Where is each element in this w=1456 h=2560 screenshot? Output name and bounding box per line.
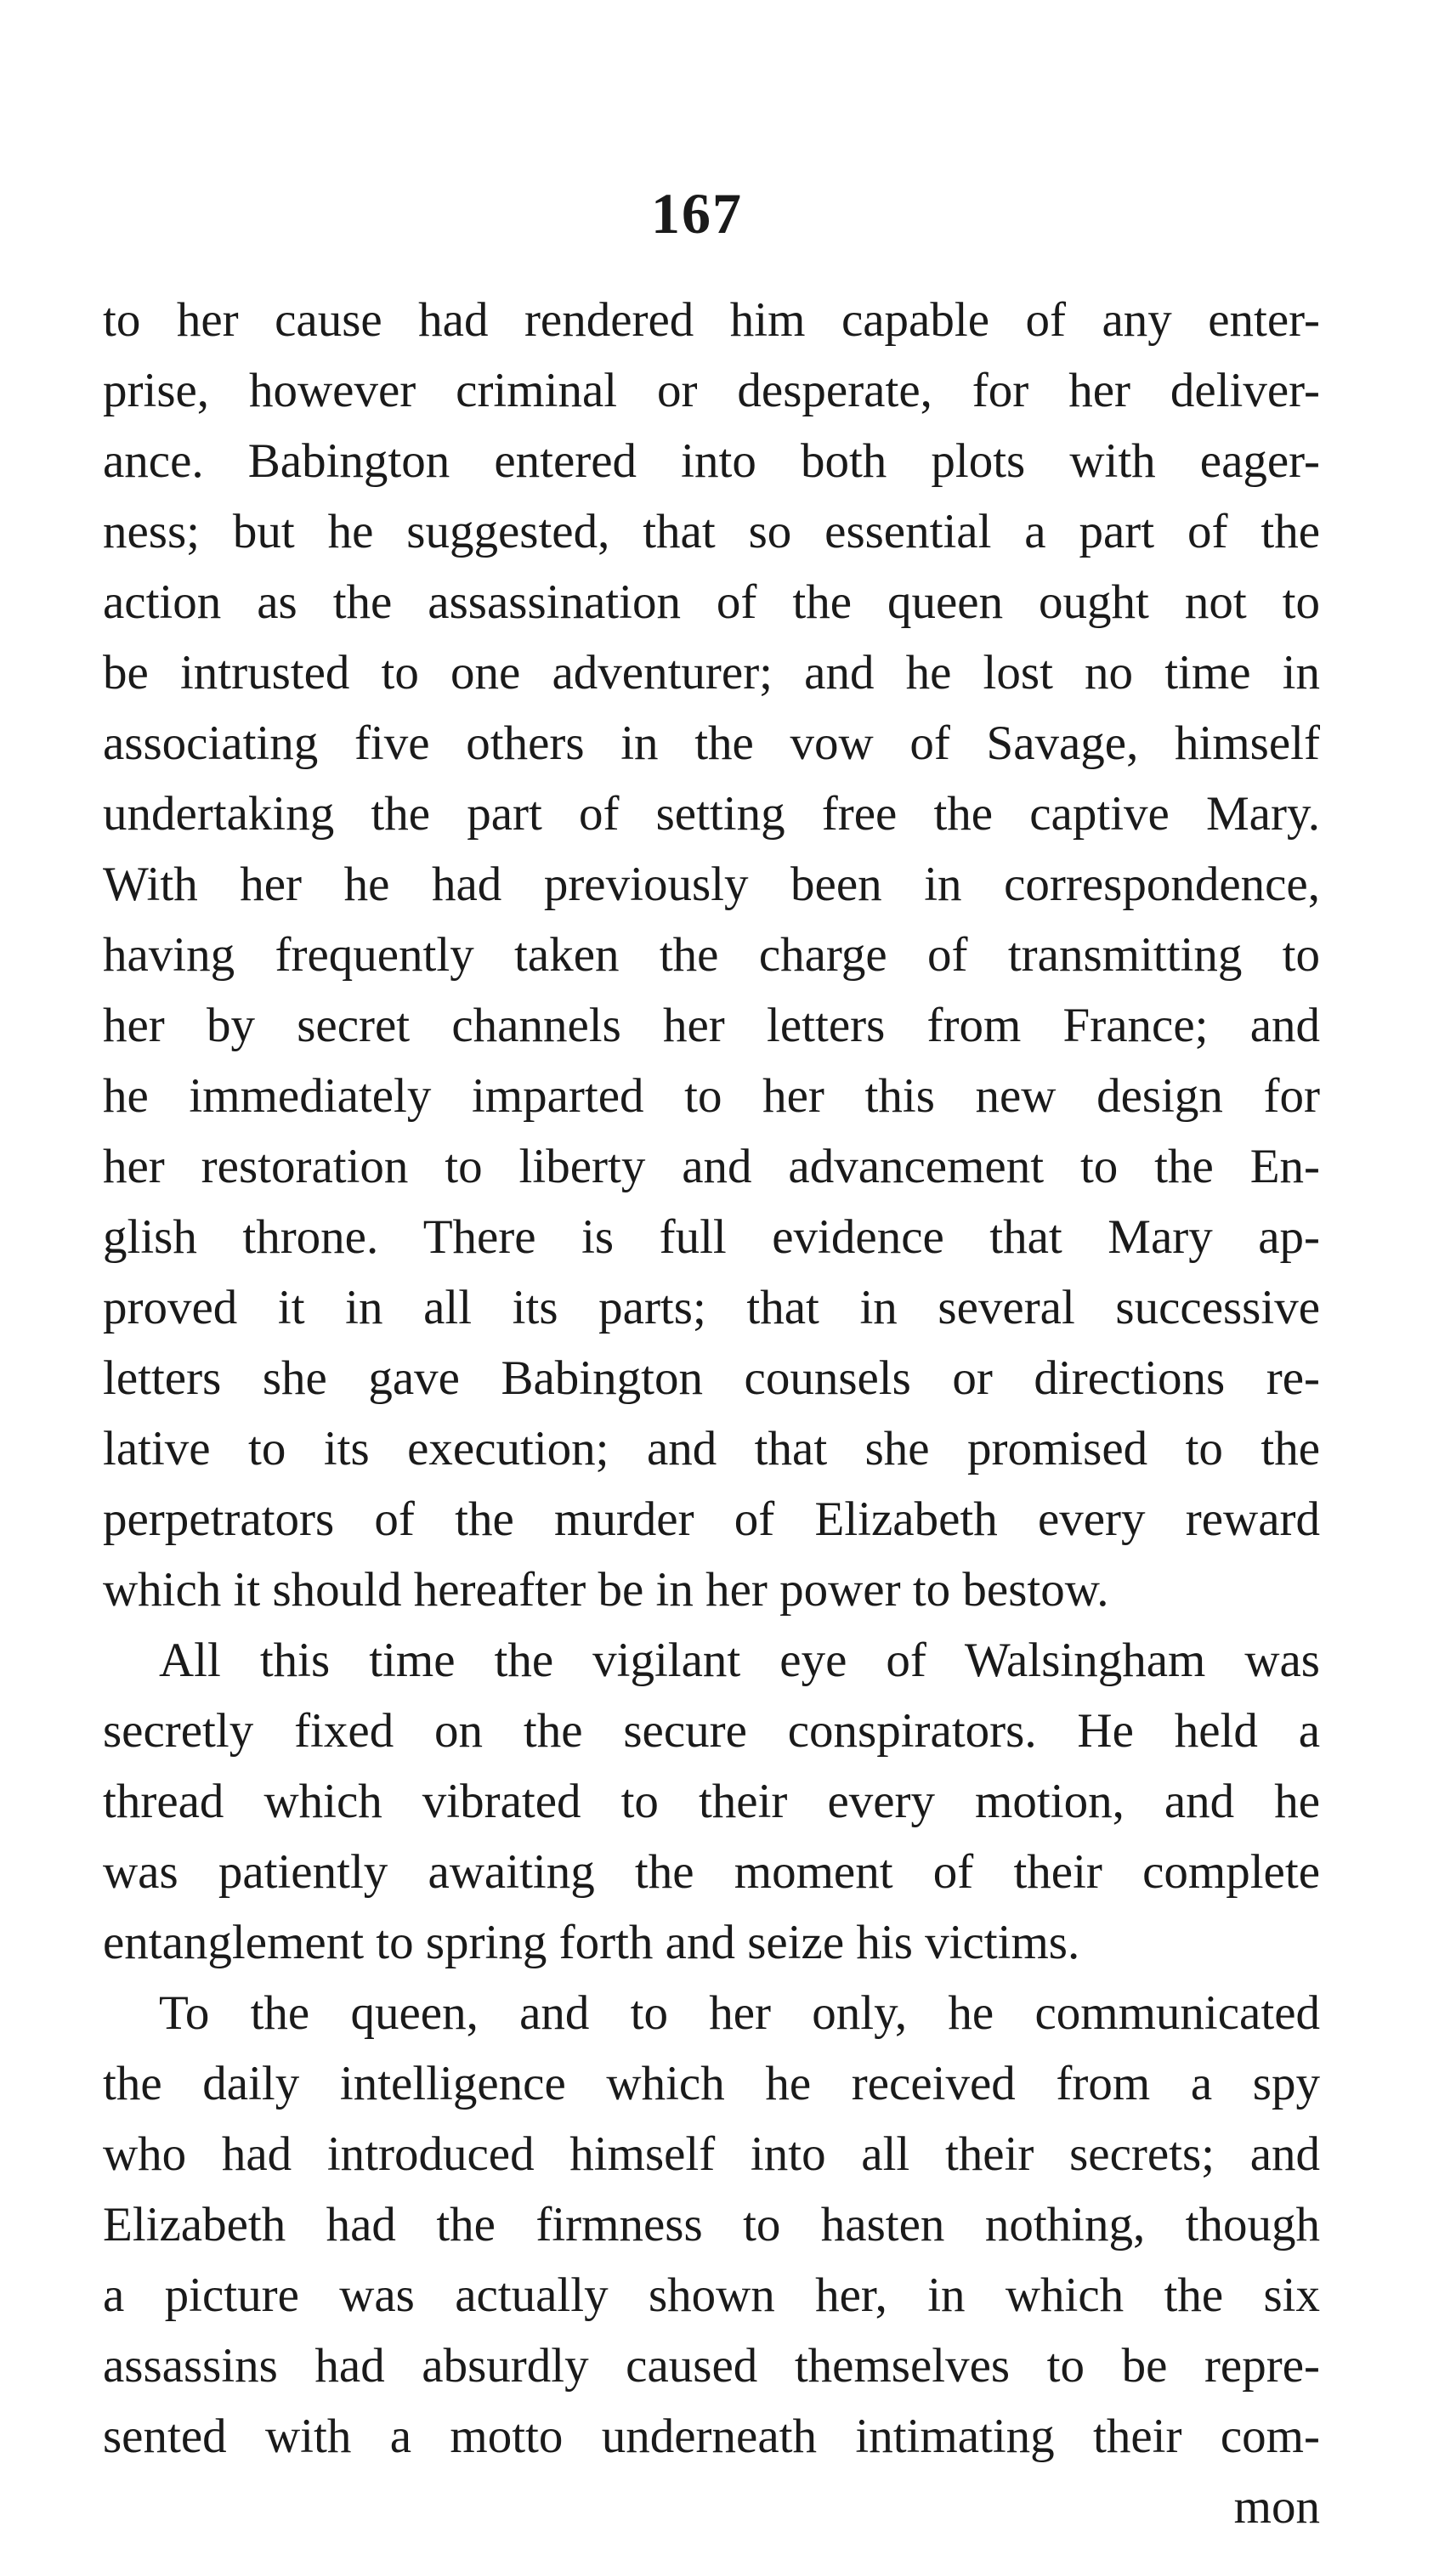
text-line: ance. Babington entered into both plots with eager- — [103, 434, 1320, 488]
text-line: a picture was actually shown her, in which the six — [103, 2268, 1320, 2322]
text-line: was patiently awaiting the moment of their complete — [103, 1845, 1320, 1899]
text-line: be intrusted to one adventurer; and he lost no time in — [103, 646, 1320, 699]
text-line: associating five others in the vow of Savage, himself — [103, 716, 1320, 770]
text-line: entanglement to spring forth and seize his victims. — [103, 1916, 1080, 1969]
text-line: her restoration to liberty and advancement to the En- — [103, 1140, 1320, 1193]
text-line: proved it in all its parts; that in several successive — [103, 1281, 1320, 1334]
text-line: All this time the vigilant eye of Walsingham was — [159, 1634, 1320, 1687]
text-line: action as the assassination of the queen ought not to — [103, 575, 1320, 629]
text-line: To the queen, and to her only, he communicated — [159, 1986, 1320, 2040]
text-line: undertaking the part of setting free the captive Mary. — [103, 787, 1320, 841]
text-line: having frequently taken the charge of transmitting to — [103, 928, 1320, 982]
text-line: her by secret channels her letters from France; and — [103, 999, 1320, 1052]
text-line: who had introduced himself into all their secrets; and — [103, 2127, 1320, 2181]
text-line: sented with a motto underneath intimating their com- — [103, 2410, 1320, 2463]
page-number: 167 — [651, 181, 743, 246]
text-line: secretly fixed on the secure conspirators. He held a — [103, 1704, 1320, 1758]
text-line: assassins had absurdly caused themselves to be repre- — [103, 2339, 1320, 2393]
text-line: letters she gave Babington counsels or directions re- — [103, 1351, 1320, 1405]
text-line: lative to its execution; and that she promised to the — [103, 1422, 1320, 1475]
text-line: he immediately imparted to her this new design for — [103, 1069, 1320, 1123]
text-line: ness; but he suggested, that so essential a part of the — [103, 505, 1320, 558]
text-line: which it should hereafter be in her power to bestow. — [103, 1563, 1109, 1617]
text-line: glish throne. There is full evidence that Mary ap- — [103, 1210, 1320, 1264]
catchword: mon — [1233, 2480, 1320, 2534]
text-line: the daily intelligence which he received from a spy — [103, 2057, 1320, 2110]
text-line: perpetrators of the murder of Elizabeth every reward — [103, 1492, 1320, 1546]
text-line: to her cause had rendered him capable of any enter- — [103, 293, 1320, 347]
text-line: thread which vibrated to their every motion, and he — [103, 1775, 1320, 1828]
text-line: prise, however criminal or desperate, for her deliver- — [103, 364, 1320, 417]
body-text — [103, 285, 1320, 2542]
text-line: With her he had previously been in correspondence, — [103, 858, 1320, 911]
text-line: Elizabeth had the firmness to hasten nothing, though — [103, 2198, 1320, 2251]
